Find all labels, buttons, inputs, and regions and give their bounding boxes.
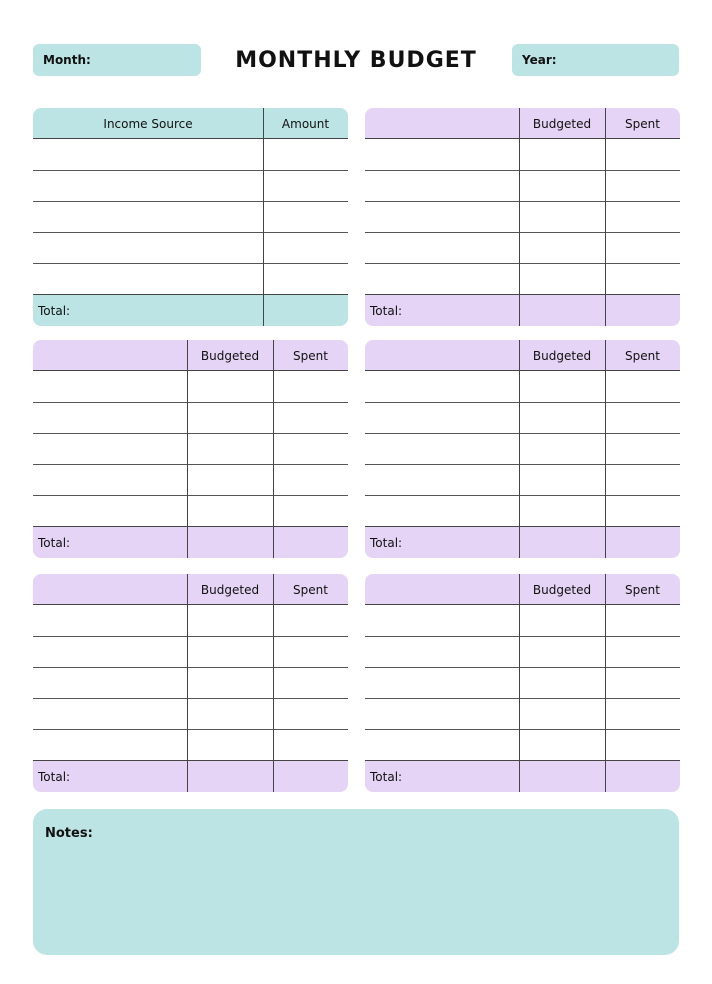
row-divider [365,729,680,730]
expense-table-header [365,340,680,371]
expense-total-row [365,294,680,326]
expense-table-header [33,340,348,371]
notes-label: Notes: [45,826,93,841]
amount-header: Amount [281,116,330,131]
column-divider [187,340,188,558]
income-table-header [33,108,348,139]
income-table [33,108,348,326]
row-divider [365,263,680,264]
expense-table-header [33,574,348,605]
column-divider [273,340,274,558]
expense-table-5 [365,574,680,792]
column-divider [605,340,606,558]
column-divider [519,108,520,326]
expense-total-row [33,526,348,558]
column-divider [187,574,188,792]
year-label: Year: [522,53,557,67]
row-divider [33,729,348,730]
row-divider [33,667,348,668]
expense-total-row [33,760,348,792]
budgeted-header: Budgeted [200,348,260,363]
spent-header: Spent [625,582,660,597]
expense-table-3 [365,340,680,558]
spent-header: Spent [293,348,328,363]
expense-total-label: Total: [370,770,403,784]
column-divider [605,574,606,792]
column-divider [273,574,274,792]
month-label: Month: [43,53,91,67]
expense-total-label: Total: [38,536,71,550]
expense-table-header [365,574,680,605]
expense-total-label: Total: [370,304,403,318]
row-divider [365,636,680,637]
row-divider [365,433,680,434]
row-divider [365,232,680,233]
budgeted-header: Budgeted [200,582,260,597]
budgeted-header: Budgeted [532,582,592,597]
row-divider [33,433,348,434]
row-divider [365,201,680,202]
income-total-row [33,294,348,326]
expense-table-1 [365,108,680,326]
row-divider [365,464,680,465]
page-title: MONTHLY BUDGET [235,48,477,73]
month-field[interactable] [33,44,201,76]
expense-total-label: Total: [370,536,403,550]
budgeted-header: Budgeted [532,348,592,363]
row-divider [365,667,680,668]
column-divider [263,108,264,326]
expense-table-2 [33,340,348,558]
expense-total-row [365,760,680,792]
row-divider [365,402,680,403]
row-divider [365,698,680,699]
notes-area[interactable] [33,809,679,955]
expense-total-label: Total: [38,770,71,784]
row-divider [33,232,348,233]
row-divider [33,402,348,403]
year-field[interactable] [512,44,679,76]
spent-header: Spent [625,116,660,131]
spent-header: Spent [625,348,660,363]
income-source-header: Income Source [103,116,193,131]
row-divider [365,495,680,496]
row-divider [33,698,348,699]
spent-header: Spent [293,582,328,597]
row-divider [33,170,348,171]
expense-table-header [365,108,680,139]
row-divider [33,464,348,465]
row-divider [33,201,348,202]
column-divider [605,108,606,326]
row-divider [33,263,348,264]
budgeted-header: Budgeted [532,116,592,131]
column-divider [519,340,520,558]
expense-total-row [365,526,680,558]
row-divider [33,495,348,496]
income-total-label: Total: [38,304,71,318]
column-divider [519,574,520,792]
row-divider [33,636,348,637]
expense-table-4 [33,574,348,792]
row-divider [365,170,680,171]
